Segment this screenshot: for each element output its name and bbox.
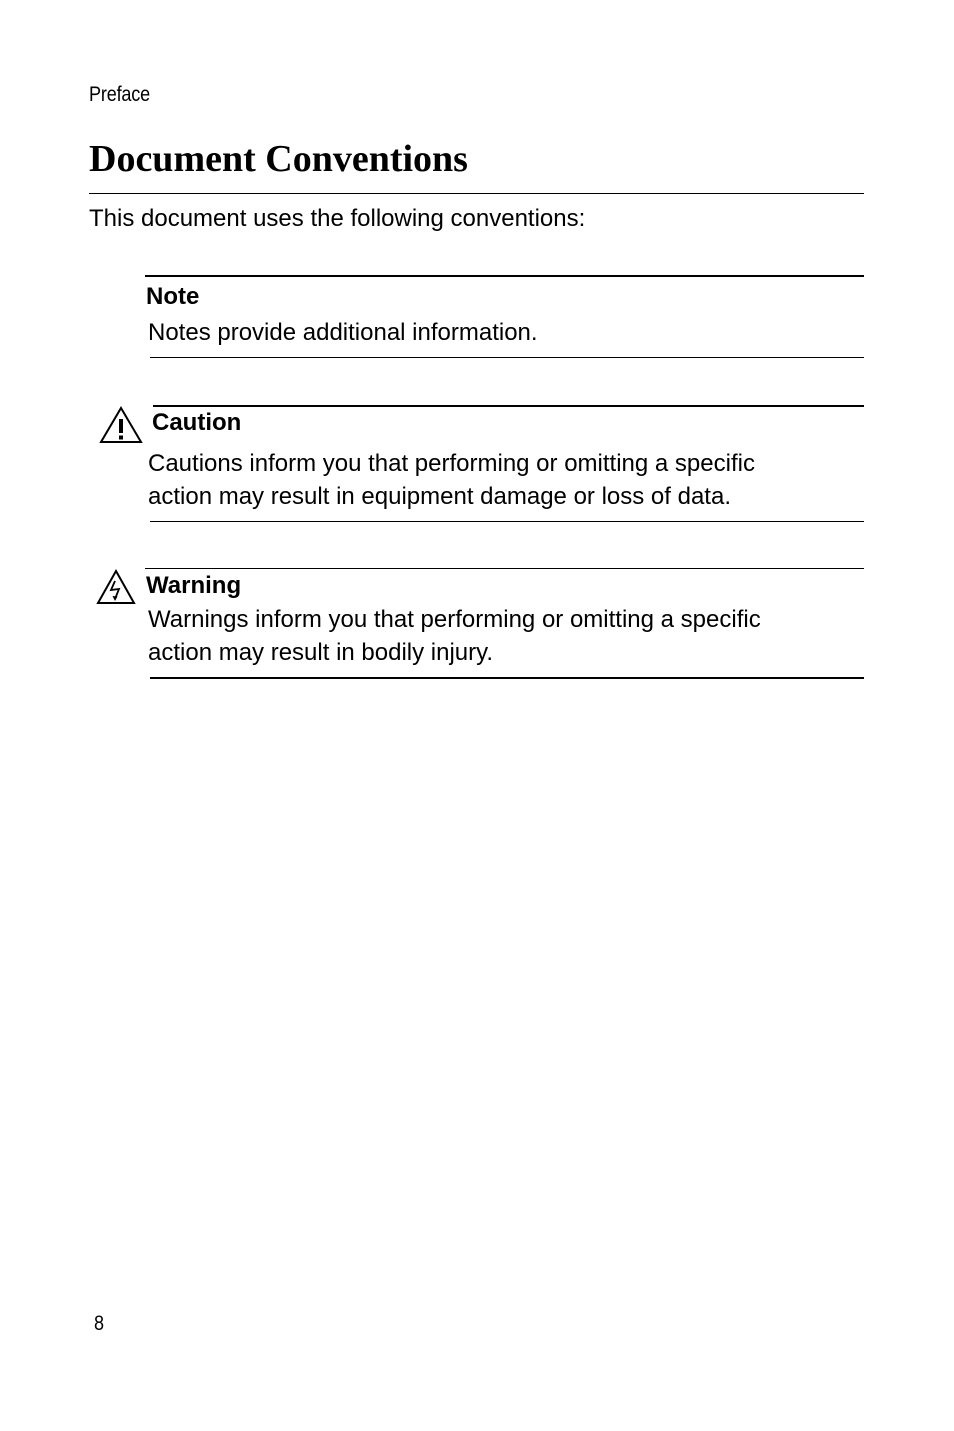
warning-bottom-rule	[150, 677, 864, 679]
caution-body-line-2: action may result in equipment damage or loss of data.	[148, 483, 731, 510]
caution-bottom-rule	[150, 521, 864, 522]
warning-top-rule	[145, 568, 864, 569]
note-top-rule	[145, 275, 864, 277]
caution-body	[148, 447, 864, 513]
warning-body-line-2: action may result in bodily injury.	[148, 639, 494, 666]
note-title: Note	[146, 283, 200, 310]
warning-title: Warning	[146, 572, 242, 599]
note-bottom-rule	[150, 357, 864, 358]
page-number: 8	[94, 1312, 105, 1335]
note-body: Notes provide additional information.	[148, 319, 538, 346]
caution-body-line-1: Cautions inform you that performing or omitting a specific	[148, 450, 755, 477]
running-header: Preface	[89, 83, 151, 106]
title-rule	[89, 193, 864, 194]
warning-body-line-1: Warnings inform you that performing or omitting a specific	[148, 606, 761, 633]
caution-top-rule	[153, 405, 864, 407]
page-title: Document Conventions	[89, 138, 468, 180]
caution-triangle-icon	[98, 405, 144, 445]
warning-body	[148, 603, 864, 669]
electrical-warning-icon	[95, 568, 137, 606]
caution-title: Caution	[152, 409, 242, 436]
intro-text: This document uses the following conventions:	[89, 205, 586, 232]
